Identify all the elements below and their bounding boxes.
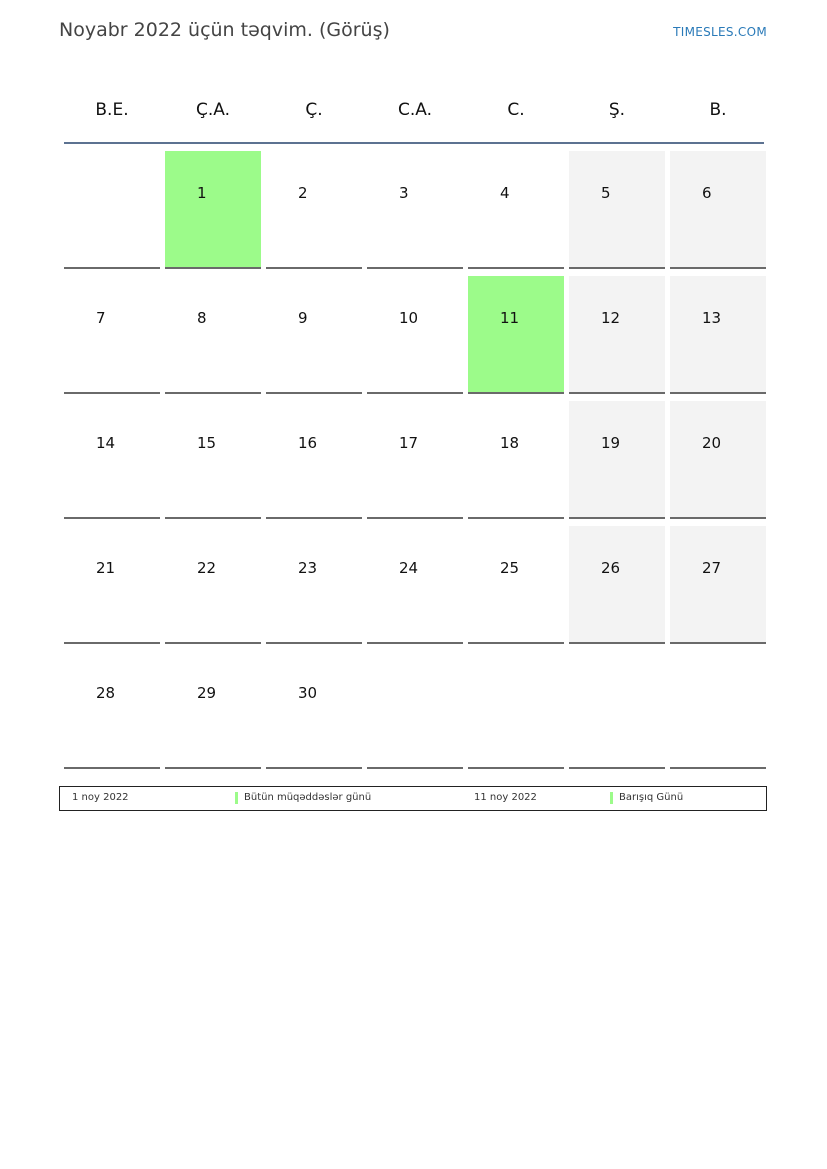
holiday-legend [59, 786, 767, 811]
day-number: 11 [500, 309, 520, 327]
calendar-day-1 [165, 151, 261, 269]
calendar-week-row [64, 523, 764, 648]
calendar-day-17 [367, 401, 463, 519]
day-number: 12 [601, 309, 621, 327]
calendar-day-13 [670, 276, 766, 394]
legend-date: 11 noy 2022 [474, 792, 537, 803]
day-number: 9 [298, 309, 308, 327]
calendar-day-18 [468, 401, 564, 519]
calendar-week-row [64, 148, 764, 273]
day-number: 21 [96, 559, 116, 577]
calendar-day-16 [266, 401, 362, 519]
calendar-day-4 [468, 151, 564, 269]
legend-color-marker [610, 792, 613, 804]
calendar-day-10 [367, 276, 463, 394]
calendar-week-row [64, 648, 764, 773]
calendar-day-6 [670, 151, 766, 269]
legend-date: 1 noy 2022 [72, 792, 129, 803]
day-number: 29 [197, 684, 217, 702]
day-number: 2 [298, 184, 308, 202]
day-number: 23 [298, 559, 318, 577]
weekday-sun: B. [709, 100, 727, 120]
day-number: 4 [500, 184, 510, 202]
calendar-day-19 [569, 401, 665, 519]
calendar-day-empty [569, 651, 665, 769]
calendar-day-22 [165, 526, 261, 644]
day-number: 3 [399, 184, 409, 202]
calendar-day-empty [64, 151, 160, 269]
weekday-wed: Ç. [305, 100, 323, 120]
calendar-day-23 [266, 526, 362, 644]
calendar-day-14 [64, 401, 160, 519]
calendar-day-27 [670, 526, 766, 644]
page-title: Noyabr 2022 üçün təqvim. (Görüş) [59, 19, 390, 41]
day-number: 25 [500, 559, 520, 577]
weekday-tue: Ç.A. [195, 100, 230, 120]
calendar-day-15 [165, 401, 261, 519]
calendar-weeks [64, 148, 764, 773]
calendar-day-8 [165, 276, 261, 394]
day-number: 10 [399, 309, 419, 327]
day-number: 18 [500, 434, 520, 452]
calendar-day-3 [367, 151, 463, 269]
day-number: 8 [197, 309, 207, 327]
calendar-day-25 [468, 526, 564, 644]
calendar-day-28 [64, 651, 160, 769]
calendar-day-21 [64, 526, 160, 644]
day-number: 17 [399, 434, 419, 452]
day-number: 16 [298, 434, 318, 452]
legend-holiday-name: Barışıq Günü [619, 792, 684, 803]
day-number: 5 [601, 184, 611, 202]
day-number: 22 [197, 559, 217, 577]
legend-color-marker [235, 792, 238, 804]
calendar-week-row [64, 273, 764, 398]
calendar-day-2 [266, 151, 362, 269]
day-number: 1 [197, 184, 207, 202]
calendar-day-20 [670, 401, 766, 519]
day-number: 24 [399, 559, 419, 577]
brand-link[interactable]: TIMESLES.COM [673, 25, 767, 39]
calendar-day-12 [569, 276, 665, 394]
calendar-day-7 [64, 276, 160, 394]
weekday-header-row [64, 78, 764, 144]
calendar-week-row [64, 398, 764, 523]
day-number: 14 [96, 434, 116, 452]
weekday-thu: C.A. [397, 100, 432, 120]
calendar-day-9 [266, 276, 362, 394]
day-number: 27 [702, 559, 722, 577]
day-number: 15 [197, 434, 217, 452]
calendar-day-30 [266, 651, 362, 769]
calendar-day-24 [367, 526, 463, 644]
weekday-mon: B.E. [95, 100, 129, 120]
calendar-day-11 [468, 276, 564, 394]
day-number: 19 [601, 434, 621, 452]
weekday-fri: C. [507, 100, 525, 120]
calendar-day-29 [165, 651, 261, 769]
day-number: 20 [702, 434, 722, 452]
day-number: 28 [96, 684, 116, 702]
calendar-grid [64, 78, 764, 773]
calendar-day-empty [367, 651, 463, 769]
day-number: 6 [702, 184, 712, 202]
calendar-day-empty [468, 651, 564, 769]
day-number: 7 [96, 309, 106, 327]
legend-holiday-name: Bütün müqəddəslər günü [244, 792, 372, 803]
calendar-day-empty [670, 651, 766, 769]
day-number: 13 [702, 309, 722, 327]
day-number: 26 [601, 559, 621, 577]
weekday-sat: Ş. [608, 100, 626, 120]
calendar-day-5 [569, 151, 665, 269]
calendar-day-26 [569, 526, 665, 644]
day-number: 30 [298, 684, 318, 702]
